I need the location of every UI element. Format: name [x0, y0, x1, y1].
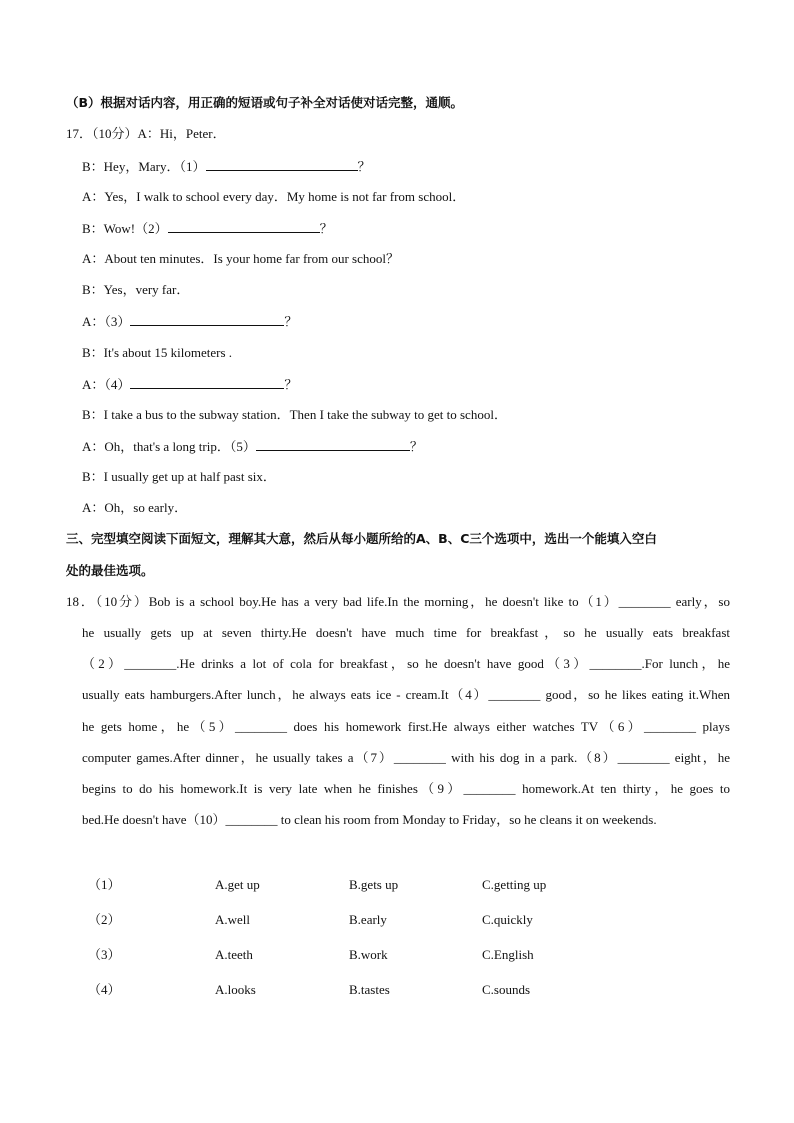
dialogue-line: [82, 499, 187, 517]
dialogue-text: B：I usually get up at half past six．: [82, 469, 276, 484]
dialogue-text: A：Oh，so early．: [82, 500, 188, 515]
dialogue-line: [82, 312, 297, 331]
option-c[interactable]: C.sounds: [482, 982, 531, 997]
dialogue-text: B：I take a bus to the subway station．Then I take the subway to get to school．: [82, 407, 507, 422]
dialogue-line: [82, 468, 276, 486]
dialogue-text: A：Yes，I walk to school every day．My home is not far from school．: [82, 189, 466, 204]
passage-line: （2）________.He drinks a lot of cola for breakfast，so he doesn't have good（3）________.For lunch，he: [82, 656, 730, 671]
passage-line: computer games.After dinner，he usually takes a（7）________ with his dog in a park.（8）________ eight，he: [82, 750, 730, 765]
option-b[interactable]: B.gets up: [349, 877, 399, 892]
option-a[interactable]: A.get up: [215, 877, 260, 892]
answer-blank-5[interactable]: [256, 437, 410, 451]
dialogue-line: [82, 344, 232, 362]
answer-blank-2[interactable]: [168, 219, 320, 233]
option-c[interactable]: C.English: [482, 947, 534, 962]
option-number: （1）: [88, 877, 121, 892]
passage-line: usually eats hamburgers.After lunch，he always eats ice - cream.It（4）________ good，so he likes eating it.When: [82, 687, 730, 702]
option-a[interactable]: A.looks: [215, 982, 256, 997]
dialogue-line: [82, 406, 507, 424]
section-b-heading: （B）根据对话内容，用正确的短语或句子补全对话使对话完整，通顺。: [66, 95, 464, 110]
dialogue-text: A：About ten minutes．Is your home far from our school？: [82, 251, 400, 266]
dialogue-text: B：Wow!（2）: [82, 221, 168, 236]
dialogue-text: B：Hey，Mary．（1）: [82, 159, 206, 174]
section-3-heading-line1: 三、完型填空阅读下面短文，理解其大意，然后从每小题所给的A、B、C三个选项中，选出一个能填入空白: [66, 531, 657, 546]
section-3-heading-line2: 处的最佳选项。: [66, 563, 154, 578]
passage-line: he gets home，he（5）________ does his homework first.He always either watches TV（6）________ plays: [82, 719, 730, 734]
dialogue-line: [82, 250, 399, 268]
option-a[interactable]: A.teeth: [215, 947, 253, 962]
answer-blank-1[interactable]: [206, 157, 358, 171]
dialogue-text: A：Oh，that's a long trip．（5）: [82, 439, 256, 454]
answer-blank-4[interactable]: [130, 375, 284, 389]
dialogue-punct: ？: [284, 377, 298, 392]
option-number: （3）: [88, 947, 121, 962]
option-b[interactable]: B.tastes: [349, 982, 390, 997]
dialogue-text: B：It's about 15 kilometers .: [82, 345, 233, 360]
dialogue-line: [82, 281, 189, 299]
passage-line: 18．（10分）Bob is a school boy.He has a very bad life.In the morning，he doesn't like to（1）________ early，so: [66, 594, 730, 609]
passage-line: begins to do his homework.It is very late when he finishes（9）________ homework.At ten thirty，he goes to: [82, 781, 730, 796]
dialogue-punct: ？: [409, 439, 423, 454]
passage-line: bed.He doesn't have（10）________ to clean his room from Monday to Friday，so he cleans it on weekends.: [82, 812, 657, 827]
answer-blank-3[interactable]: [130, 312, 284, 326]
dialogue-text: A：（3）: [82, 314, 131, 329]
dialogue-punct: ？: [284, 314, 298, 329]
dialogue-line: [82, 375, 297, 394]
dialogue-punct: ？: [357, 159, 371, 174]
passage-line: he usually gets up at seven thirty.He doesn't have much time for breakfast，so he usually eats breakfast: [82, 625, 730, 640]
dialogue-line: [82, 157, 371, 176]
option-number: （2）: [88, 912, 121, 927]
option-a[interactable]: A.well: [215, 912, 251, 927]
dialogue-line: [82, 188, 465, 206]
dialogue-text: B：Yes，very far．: [82, 282, 190, 297]
option-b[interactable]: B.early: [349, 912, 387, 927]
q17-label: 17．（10分）A：Hi，Peter．: [66, 126, 226, 141]
option-c[interactable]: C.getting up: [482, 877, 547, 892]
option-c[interactable]: C.quickly: [482, 912, 533, 927]
dialogue-punct: ？: [319, 221, 333, 236]
dialogue-line: [82, 219, 333, 238]
option-b[interactable]: B.work: [349, 947, 388, 962]
dialogue-line: [82, 437, 423, 456]
dialogue-text: A：（4）: [82, 377, 131, 392]
option-number: （4）: [88, 982, 121, 997]
